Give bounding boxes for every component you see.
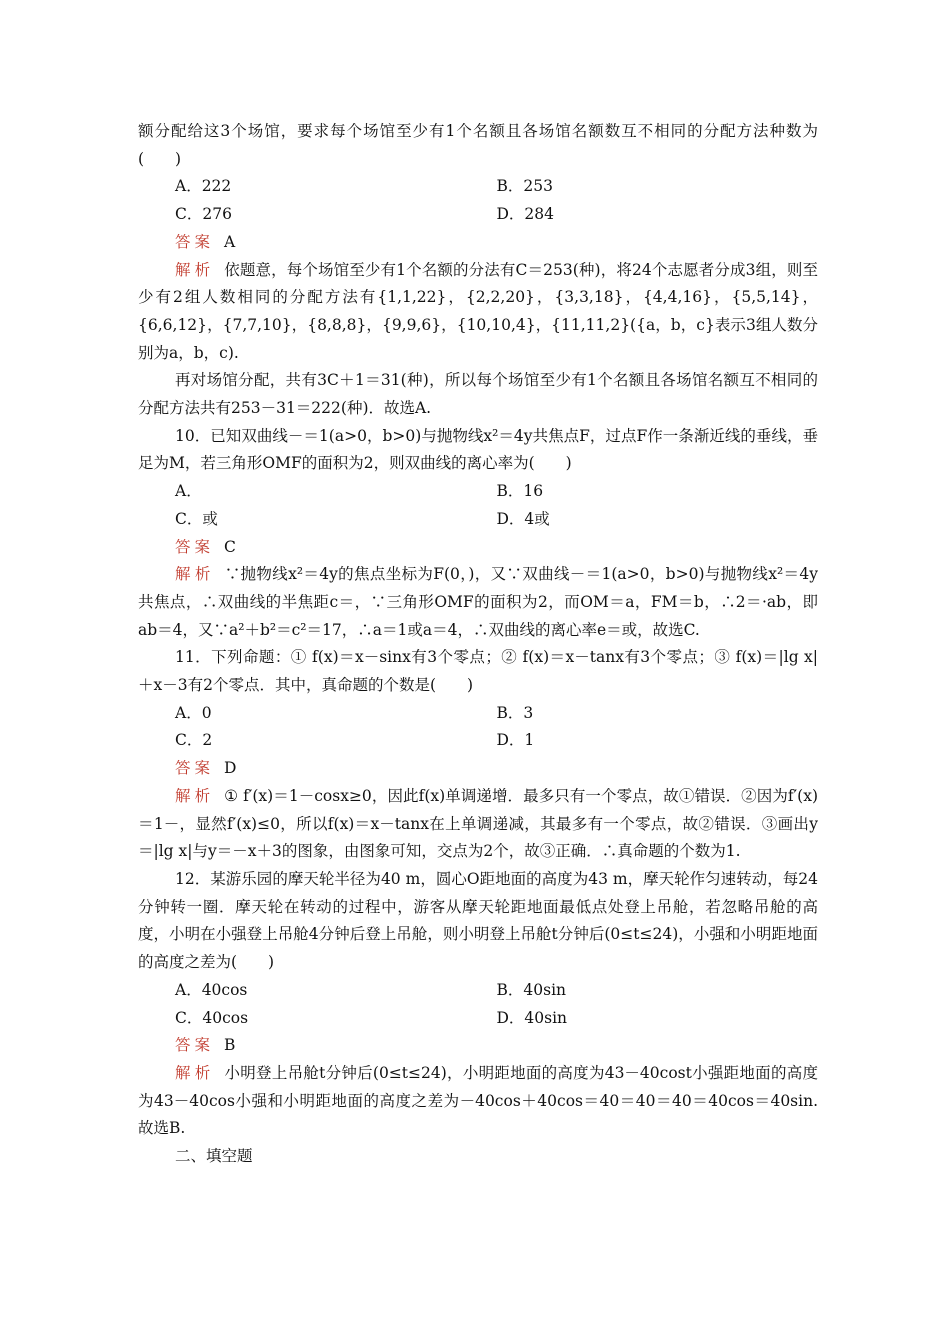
document-page [138, 118, 818, 1171]
answer-label: 答案 [175, 1036, 215, 1055]
option-a: A． [175, 482, 202, 501]
analysis-label: 解析 [175, 260, 215, 279]
q10-analysis [138, 561, 818, 644]
q12-stem: 12．某游乐园的摩天轮半径为40 m，圆心O距地面的高度为43 m，摩天轮作匀速转动，每24分钟转一圈．摩天轮在转动的过程中，游客从摩天轮距地面最低点处登上吊舱，若忽略吊舱的高度，小明在小强登上吊舱4分钟后登上吊舱，则小明登上吊舱t分钟后(0≤t≤24)，小强和小明距地面的高度之差为( ) [138, 869, 818, 972]
q12-options-row2 [138, 1005, 818, 1033]
analysis-label: 解析 [175, 565, 215, 584]
q9-options-row1 [138, 173, 818, 201]
q11-options-row2 [138, 727, 818, 755]
answer-label: 答案 [175, 759, 215, 778]
answer-value: A [224, 232, 236, 251]
q10-options-row1 [138, 478, 818, 506]
option-d: D．1 [496, 731, 535, 750]
answer-label: 答案 [175, 537, 215, 556]
q9-analysis-2: 再对场馆分配，共有3C＋1＝31(种)，所以每个场馆至少有1个名额且各场馆名额互不相同的分配方法共有253－31＝222(种)．故选A. [138, 371, 818, 418]
section-heading: 二、填空题 [175, 1147, 253, 1166]
answer-label: 答案 [175, 232, 215, 251]
q12-analysis [138, 1060, 818, 1143]
analysis-label: 解析 [175, 1063, 215, 1082]
option-a: A．0 [175, 703, 212, 722]
option-b: B．3 [496, 703, 534, 722]
q12-options-row1 [138, 977, 818, 1005]
answer-value: B [224, 1036, 236, 1055]
q10-options-row2 [138, 506, 818, 534]
q9-answer [138, 229, 818, 257]
q12-answer [138, 1032, 818, 1060]
option-a: A．40cos [175, 980, 248, 999]
option-c: C．或 [175, 509, 218, 528]
option-d: D．40sin [496, 1008, 568, 1027]
q9-options-row2 [138, 201, 818, 229]
q9-stem: 额分配给这3个场馆，要求每个场馆至少有1个名额且各场馆名额数互不相同的分配方法种数为( ) [138, 122, 818, 168]
option-c: C．40cos [175, 1008, 249, 1027]
q11-answer [138, 755, 818, 783]
option-d: D．4或 [496, 509, 550, 528]
analysis-text: ∵抛物线x²＝4y的焦点坐标为F(0，)，又∵双曲线－＝1(a>0，b>0)与抛物线x²＝4y共焦点，∴双曲线的半焦距c＝，∵三角形OMF的面积为2，而OM＝a，FM＝b，∴2＝·ab，即ab＝4，又∵a²＋b²＝c²＝17，∴a＝1或a＝4，∴双曲线的离心率e＝或，故选C. [138, 565, 818, 639]
analysis-text: 依题意，每个场馆至少有1个名额的分法有C＝253(种)，将24个志愿者分成3组，则至少有2组人数相同的分配方法有{1,1,22}，{2,2,20}，{3,3,18}，{4,4,16}，{5,5,14}，{6,6,12}，{7,7,10}，{8,8,8}，{9,9,6}，{10,10,4}，{11,11,2}({a，b，c}表示3组人数分别为a，b，c). [138, 260, 818, 362]
answer-value: D [224, 759, 237, 778]
option-c: C．2 [175, 731, 213, 750]
answer-value: C [224, 537, 236, 556]
analysis-text: ① f′(x)＝1－cosx≥0，因此f(x)单调递增．最多只有一个零点，故①错误．②因为f′(x)＝1－，显然f′(x)≤0，所以f(x)＝x－tanx在上单调递减，其最多有一个零点，故②错误．③画出y＝|lg x|与y＝－x＋3的图象，由图象可知，交点为2个，故③正确．∴真命题的个数为1. [138, 786, 818, 861]
option-b: B．16 [496, 482, 544, 501]
q10-stem: 10．已知双曲线－＝1(a>0，b>0)与抛物线x²＝4y共焦点F，过点F作一条渐近线的垂线，垂足为M，若三角形OMF的面积为2，则双曲线的离心率为( ) [138, 426, 818, 473]
analysis-text: 小明登上吊舱t分钟后(0≤t≤24)，小明距地面的高度为43－40cost小强距地面的高度为43－40cos小强和小明距地面的高度之差为－40cos＋40cos＝40＝40＝40＝40cos＝40sin.故选B. [138, 1063, 818, 1138]
q11-stem: 11．下列命题：① f(x)＝x－sinx有3个零点；② f(x)＝x－tanx有3个零点；③ f(x)＝|lg x|＋x－3有2个零点．其中，真命题的个数是( ) [138, 648, 818, 695]
option-c: C．276 [175, 205, 232, 224]
q11-analysis [138, 783, 818, 866]
q10-answer [138, 534, 818, 562]
option-b: B．40sin [496, 980, 567, 999]
analysis-label: 解析 [175, 786, 215, 805]
option-d: D．284 [496, 205, 555, 224]
q11-options-row1 [138, 700, 818, 728]
option-a: A．222 [175, 177, 232, 196]
q9-analysis [138, 257, 818, 368]
option-b: B．253 [496, 177, 553, 196]
